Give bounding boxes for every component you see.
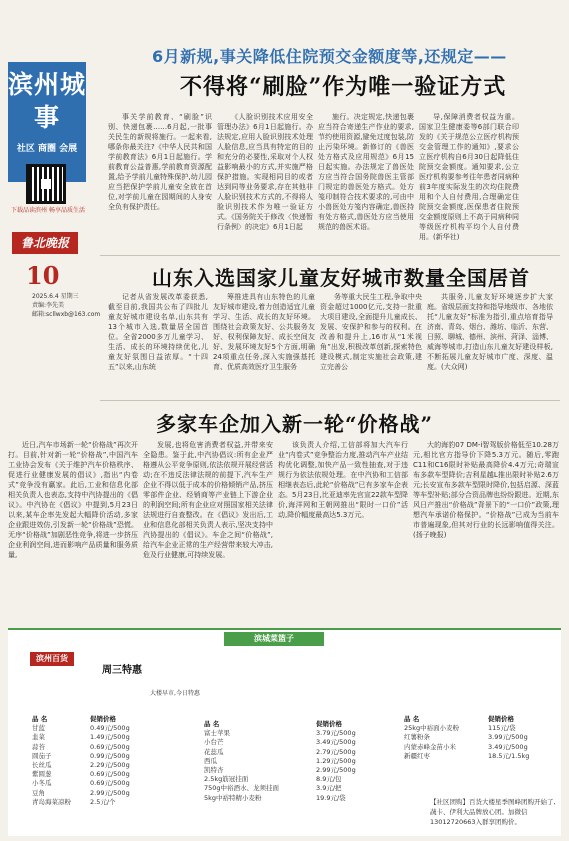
list-item: 西瓜 — [204, 756, 217, 765]
price-table-2-names — [204, 720, 314, 803]
table-row: 圆茄子 0.99元/500g — [32, 751, 130, 760]
article3-col2: 发展,也将危害消费者权益,并带来安全隐患。鉴于此,中汽协倡议:所有企业严格遵从公平竞争原则,依法依规开展经营活动;在不违反法律法规的前提下,汽车生产企业不得以低于成本的价格倾销产品,挤压零部件企业、经销商等产业链上下游企业的利润空间;所有企业应对照国家相关法律法规进行自查整改。在《倡议》发出后,工业和信息化部相关负责人表示,坚决支持中汽协提出的《倡议》。车企之间“价格战”,给汽车企业正常的生产经营带来较大冲击,危及行业健康,可持续发展。 — [143, 441, 273, 559]
issue-date: 2025.6.4 星期三 — [32, 293, 79, 300]
price-table-2-prices — [316, 720, 356, 803]
table-row: 25kg中裕面小麦粉 115元/袋 — [404, 724, 516, 733]
ad-logo: 滨州百货 — [30, 652, 74, 666]
table-row: 青岛海菜凉粉 2.5元/个 — [32, 797, 116, 806]
header-name: 品 名 — [404, 715, 420, 723]
header-name: 品 名 — [204, 720, 220, 728]
list-item: 凯特杏 — [204, 766, 224, 775]
list-item: 750g中裕酒水、龙须挂面 — [204, 784, 280, 793]
qr-code-icon[interactable] — [26, 164, 66, 204]
list-item: 3.49元/500g — [316, 738, 356, 747]
list-item: 2.99元/500g — [316, 766, 356, 775]
list-item: 小台芒 — [204, 738, 224, 747]
article2-title: 山东入选国家儿童友好城市数量全国居首 — [152, 266, 530, 290]
list-item: 1.29元/500g — [316, 756, 356, 765]
qr-caption: 下载品读滨州 畅享品质生活 — [11, 207, 85, 214]
table-row: 内蒙赤峰金苗小米 3.49元/500g — [404, 742, 528, 751]
article2-col3: 务等重大民生工程,争取中央资金超过1000亿元,支持一批重大项目建设,全面提升儿童成长、发展、安保护和参与的权利。在改善和提升上,16市从“1米视角”出发,积极改革创新,探索特色建设模式,制定实施社会政策,建立完善公 — [320, 293, 422, 371]
article2-col4: 共服务,儿童友好环境逐步扩大家庭。省级层面支持和指导地级市、各地依托“儿童友好”标准为指引,重点培育指导济南、青岛、烟台、潍坊、临沂、东营、日照、聊城、德州、滨州、菏泽、淄博、威海等城市,打造山东儿童友好建设样板,不断拓展儿童友好城市广度、深度、温度。(大众网) — [427, 293, 553, 371]
table-row: 紫圆葱 0.69元/500g — [32, 770, 130, 779]
email: 邮箱:scllwxb@163.com — [32, 311, 101, 318]
table-row: 长丝瓜 2.29元/500g — [32, 761, 130, 770]
page-meta — [32, 292, 100, 319]
list-item: 富士苹果 — [204, 729, 230, 738]
price-table-3 — [404, 715, 529, 761]
ad-subtitle: 大楼早市,今日特惠 — [150, 690, 200, 697]
list-item: 花蕊瓜 — [204, 747, 224, 756]
article1-col3: 施行。决定规定,快递包裹应当符合寄递生产作业的要求,节约使用资源,避免过度包装,防止污染环境。新修订的《兽医处方格式及应用规范》6月15日起实施。办法规定了兽医处方应当符合国务院兽医主管部门规定的兽医处方格式。处方笺印制符合技术要求的,可由中小兽医处方笺内容确定,兽医持有处方格式,兽医处方应当使用规范的兽医术语。 — [318, 113, 414, 231]
divider — [100, 400, 560, 401]
ad-notice: 【社区团购】百货大楼星季图峰团购开始了,蔬卡、伊利大品牌放心团。加微信13012720663入群享团购价。 — [430, 798, 556, 826]
list-item: 8.9元/包 — [316, 775, 342, 784]
page-number: 10 — [26, 261, 60, 290]
list-item: 3.79元/500g — [316, 729, 356, 738]
header-price: 促销价格 — [90, 715, 116, 723]
list-item: 3.9元/把 — [316, 784, 342, 793]
paper-logo: 鲁北晚报 — [12, 232, 78, 254]
table-row: 甘蓝 0.49元/500g — [32, 724, 130, 733]
list-item: 5kg中裕特精小麦粉 — [204, 793, 262, 802]
article1-title: 不得将“刷脸”作为唯一验证方式 — [180, 74, 507, 100]
article3-title: 多家车企加入新一轮“价格战” — [156, 412, 434, 436]
divider — [100, 255, 560, 256]
table-row: 豆角 2.99元/500g — [32, 788, 130, 797]
list-item: 2.79元/500g — [316, 747, 356, 756]
article3-col3: 该负责人介绍,工信部将加大汽车行业“内卷式”竞争整治力度,推动汽车产业结构优化调整,加快产品一致性抽查,对于违规行为依法依规处理。在中汽协和工信部相继表态后,此轮“价格战”已有多家车企表态。5月23日,比亚迪率先官宣22款车型降价,海洋网和王朝网推出“限时一口价”活动,降价幅度最高达5.3万元。 — [278, 441, 408, 519]
article1-col2: 《人脸识别技术应用安全管理办法》6月1日起施行。办法规定,应用人脸识别技术处理人脸信息,应当具有特定的目的和充分的必要性,采取对个人权益影响最小的方式,并实施严格保护措施。实现相同目的或者达到同等业务要求,存在其他非人脸识别技术方式的,不得将人脸识别技术作为唯一验证方式。《国务院关于修改〈快递暂行条例〉的决定》6月1日起 — [217, 113, 313, 231]
article3-col4: 大的海豹07 DM-i智驾版价格低至10.28万元,相比官方指导价下降5.3万元。随后,零跑C11和C16限时补贴最高降价4.4万元;奇瑞宣布多款车型降价;吉利星越L推出限时补贴2.6万元;长安宣布多款车型限时降价,包括启源、深蓝等车型补贴;部分合资品牌也纷纷跟进。近期,东风日产推出“价格战”背景下的“一口价”政策,理想汽车承诺价格保护。“价格战”已成为当前车市普遍现象,但其对行业的长远影响值得关注。(扬子晚报) — [413, 441, 559, 539]
list-item: 19.9元/袋 — [316, 793, 346, 802]
article2-col2: 筹推进具有山东特色的儿童友好城市建设,着力创造适宜儿童学习、生活、成长的友好环境。围绕社会政策友好、公共服务友好、权利保障友好、成长空间友好、发展环境友好5个方面,明确24项重点任务,深入实施强基托育、优质高效医疗卫生服务 — [213, 293, 315, 371]
table-row: 蒜苔 0.69元/500g — [32, 742, 130, 751]
ad-ribbon: 滨城菜篮子 — [224, 632, 324, 646]
article1-kicker: 6月新规,事关降低住院预交金额度等,还规定—— — [152, 47, 507, 66]
article3-col1: 近日,汽车市场新一轮“价格战”再次开打。目前,针对新一轮“价格战”,中国汽车工业协会发布《关于维护汽车价格秩序、促进行业健康发展的倡议》,指出“内卷式”竞争没有赢家。此后,工业和信息化部相关负责人也表态,支持中汽协提出的《倡议》。中汽协在《倡议》中提到,5月23日以来,某车企率先发起大幅降价活动,多家企业跟进效仿,引发新一轮“价格战”恐慌。无序“价格战”加剧恶性竞争,将进一步挤压企业利润空间,进而影响产品质量和服务质量, — [8, 441, 138, 559]
table-row: 红薯粉条 3.99元/500g — [404, 733, 528, 742]
ad-title: 周三特惠 — [102, 665, 142, 676]
list-item: 2.5kg筋冠挂面 — [204, 775, 249, 784]
table-row: 新疆红枣 18.5元/1.5kg — [404, 751, 530, 760]
table-row: 韭菜 1.49元/500g — [32, 733, 130, 742]
header-price: 促销价格 — [316, 720, 342, 728]
table-row: 小冬瓜 0.69元/500g — [32, 779, 130, 788]
editor: 责编:李先美 — [32, 302, 65, 309]
header-name: 品 名 — [32, 715, 48, 723]
masthead-title: 滨州城事 — [8, 70, 87, 132]
article1-col4: 导,保障消费者权益为重。国家卫生健康委等6部门联合印发的《关于规范公立医疗机构预交金管理工作的通知》,要求公立医疗机构自6月30日起降低住院预交金额度。通知要求,公立医疗机构要参考往年患者同病种前3年度实际发生的次均住院费用和个人自付费用,合理确定住院预交金额度,医保患者住院预交金额度原则上不高于同病种同等级医疗机构平均个人自付费用。(新华社) — [419, 113, 519, 241]
article1-col1: 事关学前教育、“刷脸”识别、快递包裹……6月起,一批事关民生的新规将施行。一起来看,哪条你最关注?《中华人民共和国学前教育法》6月1日起施行。学前教育公益普惠,学前教育资源配置,给予学前儿童特殊保护,幼儿园应当把保护学前儿童安全放在首位,对学前儿童在园期间的人身安全负有保护责任。 — [108, 113, 212, 211]
header-price: 促销价格 — [488, 715, 514, 723]
masthead-tags: 社区 商圈 会展 — [8, 140, 86, 158]
price-table-1 — [32, 715, 130, 807]
article2-col1: 记者从省发展改革委获悉,截至目前,我国共公布了四批儿童友好城市建设名单,山东共有13个城市入选,数量居全国首位。全省2000多万儿童学习、生活、成长的环境持续优化,儿童友好氛围日益浓厚。“十四五”以来,山东统 — [108, 293, 208, 371]
